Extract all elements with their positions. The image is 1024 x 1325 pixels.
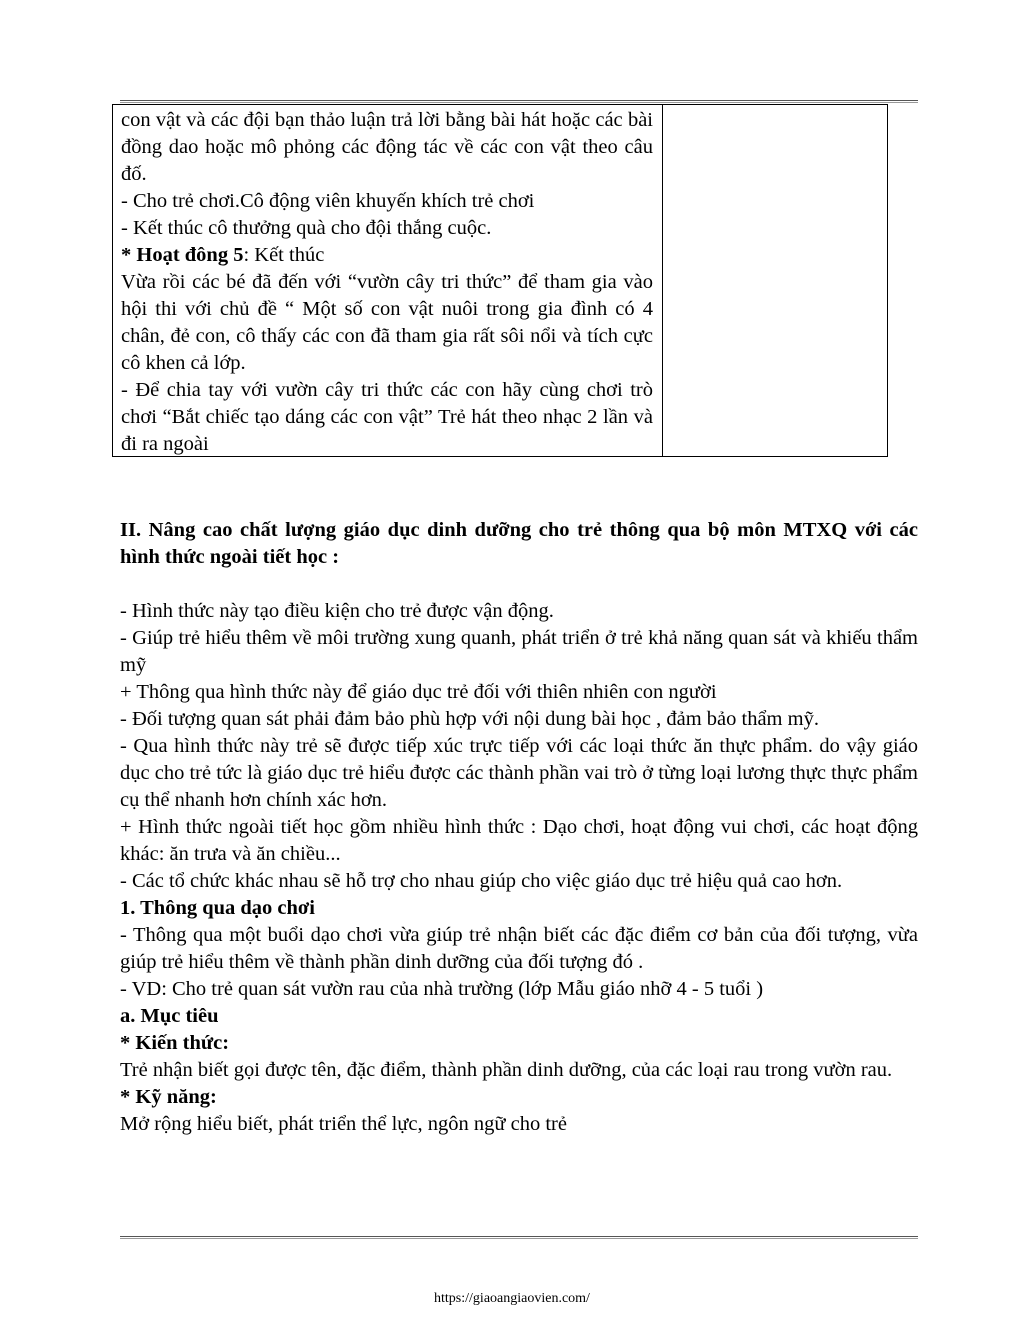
activity-cell (113, 105, 663, 456)
activity5-label: * Hoạt đông 5 (121, 244, 244, 266)
paragraph: - Các tổ chức khác nhau sẽ hỗ trợ cho nhau giúp cho việc giáo dục trẻ hiệu quả cao hơn. (120, 870, 843, 892)
section-body (120, 517, 918, 1138)
paragraph: - VD: Cho trẻ quan sát vườn rau của nhà trường (lớp Mẫu giáo nhỡ 4 - 5 tuổi ) (120, 978, 764, 1000)
paragraph: - Thông qua một buổi dạo chơi vừa giúp trẻ nhận biết các đặc điểm cơ bản của đối tượng, vừa giúp trẻ hiểu thêm về thành phần dinh dưỡng của đối tượng đó . (120, 924, 918, 973)
footer-rule (120, 1236, 918, 1239)
activity5-text: : Kết thúc (243, 244, 325, 266)
table-line: - Kết thúc cô thưởng quà cho đội thắng cuộc. (121, 217, 492, 239)
notes-cell (663, 105, 887, 456)
paragraph: Trẻ nhận biết gọi được tên, đặc điểm, thành phần dinh dưỡng, của các loại rau trong vườn rau. (120, 1059, 893, 1081)
sub-heading: 1. Thông qua dạo chơi (120, 897, 315, 919)
table-line: - Để chia tay với vườn cây tri thức các con hãy cùng chơi trò chơi “Bắt chiếc tạo dáng các con vật” Trẻ hát theo nhạc 2 lần và đi ra ngoài (121, 379, 653, 455)
sub-heading: a. Mục tiêu (120, 1005, 219, 1027)
table-line: con vật và các đội bạn thảo luận trả lời bằng bài hát hoặc các bài đồng dao hoặc mô phỏng các động tác về các con vật theo câu đố. (121, 109, 653, 185)
paragraph: - Hình thức này tạo điều kiện cho trẻ được vận động. (120, 600, 554, 622)
paragraph: + Thông qua hình thức này để giáo dục trẻ đối với thiên nhiên con người (120, 681, 717, 703)
section-heading: II. Nâng cao chất lượng giáo dục dinh dưỡng cho trẻ thông qua bộ môn MTXQ với các hình thức ngoài tiết học : (120, 519, 918, 568)
activity-table (112, 104, 888, 457)
activity5-line (121, 242, 653, 269)
table-line: Vừa rồi các bé đã đến với “vườn cây tri thức” để tham gia vào hội thi với chủ đề “ Một số con vật nuôi trong gia đình có 4 chân, đẻ con, cô thấy các con đã tham gia rất sôi nổi và tích cực cô khen cả lớp. (121, 271, 653, 374)
paragraph: - Giúp trẻ hiểu thêm về môi trường xung quanh, phát triển ở trẻ khả năng quan sát và khiếu thẩm mỹ (120, 627, 918, 676)
paragraph: - Qua hình thức này trẻ sẽ được tiếp xúc trực tiếp với các loại thức ăn thực phẩm. do vậy giáo dục cho trẻ tức là giáo dục trẻ hiểu được các thành phần vai trò ở từng loại lương thực thực phẩm cụ thể nhanh hơn chính xác hơn. (120, 735, 918, 811)
sub-heading: * Kỹ năng: (120, 1086, 217, 1108)
sub-heading: * Kiến thức: (120, 1032, 230, 1054)
paragraph: + Hình thức ngoài tiết học gồm nhiều hình thức : Dạo chơi, hoạt động vui chơi, các hoạt động khác: ăn trưa và ăn chiều... (120, 816, 918, 865)
header-rule (120, 100, 918, 103)
table-line: - Cho trẻ chơi.Cô động viên khuyến khích trẻ chơi (121, 190, 535, 212)
footer-url: https://giaoangiaovien.com/ (434, 1291, 590, 1306)
paragraph: - Đối tượng quan sát phải đảm bảo phù hợp với nội dung bài học , đảm bảo thẩm mỹ. (120, 708, 819, 730)
paragraph: Mở rộng hiểu biết, phát triển thể lực, ngôn ngữ cho trẻ (120, 1113, 567, 1135)
